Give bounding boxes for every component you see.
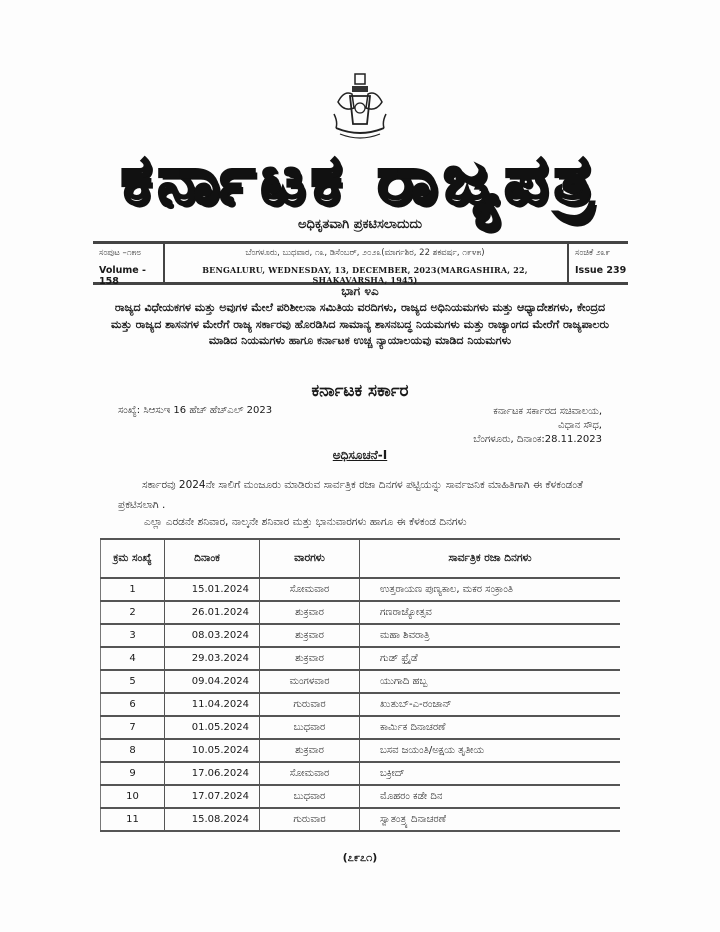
cell-serial-no: 10 [101,785,165,808]
table-row [101,808,621,831]
cell-date: 09.04.2024 [165,670,260,693]
volume-cell [93,244,165,287]
cell-weekday: ಮಂಗಳವಾರ [260,670,360,693]
masthead-subtitle: ಅಧಿಕೃತವಾಗಿ ಪ್ರಕಟಿಸಲಾದುದು [297,217,423,232]
table-header-row [101,539,621,578]
notification-title: ಅಧಿಸೂಚನೆ-I [332,448,388,462]
cell-weekday: ಬುಧವಾರ [260,785,360,808]
cell-serial-no: 8 [101,739,165,762]
table-row [101,647,621,670]
cell-serial-no: 3 [101,624,165,647]
header-date: ದಿನಾಂಕ [165,539,260,578]
cell-serial-no: 9 [101,762,165,785]
cell-weekday: ಗುರುವಾರ [260,693,360,716]
masthead-title: ಕರ್ನಾಟಕ ರಾಜ್ಯಪತ್ರ [121,140,599,220]
cell-weekday: ಶುಕ್ರವಾರ [260,739,360,762]
notification-paragraph-2: ಎಲ್ಲಾ ಎರಡನೇ ಶನಿವಾರ, ನಾಲ್ಕನೇ ಶನಿವಾರ ಮತ್ತು ಭಾನುವಾರಗಳು ಹಾಗೂ ಈ ಕೆಳಕಂಡ ದಿನಗಳು [144,516,467,528]
cell-date: 15.01.2024 [165,578,260,601]
cell-weekday: ಸೋಮವಾರ [260,762,360,785]
table-row [101,670,621,693]
cell-weekday: ಶುಕ್ರವಾರ [260,647,360,670]
cell-date: 15.08.2024 [165,808,260,831]
header-weekday: ವಾರಗಳು [260,539,360,578]
cell-weekday: ಶುಕ್ರವಾರ [260,601,360,624]
cell-holiday-name: ಸ್ವಾತಂತ್ರ್ಯ ದಿನಾಚರಣೆ [360,808,621,831]
notification-paragraph-1: ಸರ್ಕಾರವು 2024ನೇ ಸಾಲಿಗೆ ಮಂಜೂರು ಮಾಡಿರುವ ಸಾರ್ವತ್ರಿಕ ರಜಾ ದಿನಗಳ ಪಟ್ಟಿಯನ್ನು ಸಾರ್ವಜನಿಕ ಮಾಹಿತಿಗಾಗಿ ಈ ಕೆಳಕಂಡಂತೆ ಪ್ರಕಟಿಸಲಾಗಿ . [118,479,583,511]
cell-serial-no: 1 [101,578,165,601]
header-serial-no: ಕ್ರಮ ಸಂಖ್ಯೆ [101,539,165,578]
cell-holiday-name: ಮೊಹರಂ ಕಡೇ ದಿನ [360,785,621,808]
table-row [101,693,621,716]
header-holiday: ಸಾರ್ವತ್ರಿಕ ರಜಾ ದಿನಗಳು [360,539,621,578]
table-row [101,739,621,762]
cell-holiday-name: ಬಕ್ರೀದ್ [360,762,621,785]
cell-serial-no: 7 [101,716,165,739]
date-cell [165,244,565,285]
office-line-3: ಬೆಂಗಳೂರು, ದಿನಾಂಕ:28.11.2023 [473,434,602,445]
state-emblem-icon [330,72,390,148]
cell-serial-no: 5 [101,670,165,693]
volume-kannada: ಸಂಪುಟ –೧೫೮ [99,248,141,258]
table-row [101,716,621,739]
issue-cell [567,244,630,282]
office-line-1: ಕರ್ನಾಟಕ ಸರ್ಕಾರದ ಸಚಿವಾಲಯ, [493,406,602,417]
cell-date: 17.07.2024 [165,785,260,808]
cell-weekday: ಬುಧವಾರ [260,716,360,739]
cell-date: 11.04.2024 [165,693,260,716]
cell-date: 01.05.2024 [165,716,260,739]
cell-holiday-name: ಖುತುಬ್-ಎ-ರಂಜಾನ್ [360,693,621,716]
gazette-masthead [80,140,640,220]
table-row [101,578,621,601]
cell-date: 08.03.2024 [165,624,260,647]
issue-kannada: ಸಂಚಿಕೆ ೨೩೯ [575,248,611,258]
table-row [101,762,621,785]
cell-holiday-name: ಗಣರಾಜ್ಯೋತ್ಸವ [360,601,621,624]
date-kannada: ಬೆಂಗಳೂರು, ಬುಧವಾರ, ೧೩, ಡಿಸೆಂಬರ್, ೨೦೨೩(ಮಾರ್ಗಶಿರ, 22 ಶಕವರ್ಷ, ೧೯೪೫) [245,248,485,258]
table-row [101,785,621,808]
part-description: ರಾಜ್ಯದ ವಿಧೇಯಕಗಳ ಮತ್ತು ಅವುಗಳ ಮೇಲೆ ಪರಿಶೀಲನಾ ಸಮಿತಿಯ ವರದಿಗಳು, ರಾಜ್ಯದ ಅಧಿನಿಯಮಗಳು ಮತ್ತು ಆಧ್ಯಾದೇಶಗಳು, ಕೇಂದ್ರದ ಮತ್ತು ರಾಜ್ಯದ ಶಾಸನಗಳ ಮೇರೆಗೆ ರಾಜ್ಯ ಸರ್ಕಾರವು ಹೊರಡಿಸಿದ ಸಾಮಾನ್ಯ ಶಾಸನಬದ್ಧ ನಿಯಮಗಳು ಮತ್ತು ರಾಜ್ಯಾಂಗದ ಮೇರೆಗೆ ರಾಜ್ಯಪಾಲರು ಮಾಡಿದ ನಿಯಮಗಳು ಹಾಗೂ ಕರ್ನಾಟಕ ಉಚ್ಚ ನ್ಯಾಯಾಲಯವು ಮಾಡಿದ ನಿಯಮಗಳು [111,301,609,347]
cell-date: 10.05.2024 [165,739,260,762]
cell-holiday-name: ಬಸವ ಜಯಂತಿ/ಅಕ್ಷಯ ತೃತೀಯ [360,739,621,762]
cell-holiday-name: ಗುಡ್ ಫ್ರೈಡೆ [360,647,621,670]
order-reference-number: ಸಂಖ್ಯೆ: ಸಿಆಸುಇ 16 ಹೆಚ್ ಹೆಚ್ಎಲ್ 2023 [118,405,273,416]
date-english: BENGALURU, WEDNESDAY, 13, DECEMBER, 2023(MARGASHIRA, 22, SHAKAVARSHA, 1945) [202,265,528,285]
cell-holiday-name: ಯುಗಾದಿ ಹಬ್ಬ [360,670,621,693]
issue-info-bar [93,241,628,285]
cell-holiday-name: ಕಾರ್ಮಿಕ ದಿನಾಚರಣೆ [360,716,621,739]
cell-holiday-name: ಉತ್ತರಾಯಣ ಪುಣ್ಯಕಾಲ, ಮಕರ ಸಂಕ್ರಾಂತಿ [360,578,621,601]
office-line-2: ವಿಧಾನ ಸೌಧ, [558,420,602,431]
page-number: (೭೯೭೧) [342,851,378,864]
cell-serial-no: 4 [101,647,165,670]
part-title: ಭಾಗ ೪ಎ [341,284,379,298]
issue-english: Issue 239 [575,265,627,276]
cell-serial-no: 11 [101,808,165,831]
holiday-table [100,538,620,832]
cell-holiday-name: ಮಹಾ ಶಿವರಾತ್ರಿ [360,624,621,647]
table-row [101,624,621,647]
volume-english: Volume - 158 [99,265,146,287]
cell-weekday: ಗುರುವಾರ [260,808,360,831]
cell-serial-no: 6 [101,693,165,716]
cell-serial-no: 2 [101,601,165,624]
table-row [101,601,621,624]
cell-weekday: ಸೋಮವಾರ [260,578,360,601]
cell-weekday: ಶುಕ್ರವಾರ [260,624,360,647]
cell-date: 26.01.2024 [165,601,260,624]
government-heading: ಕರ್ನಾಟಕ ಸರ್ಕಾರ [311,381,409,401]
issuing-office [473,405,602,447]
cell-date: 17.06.2024 [165,762,260,785]
cell-date: 29.03.2024 [165,647,260,670]
